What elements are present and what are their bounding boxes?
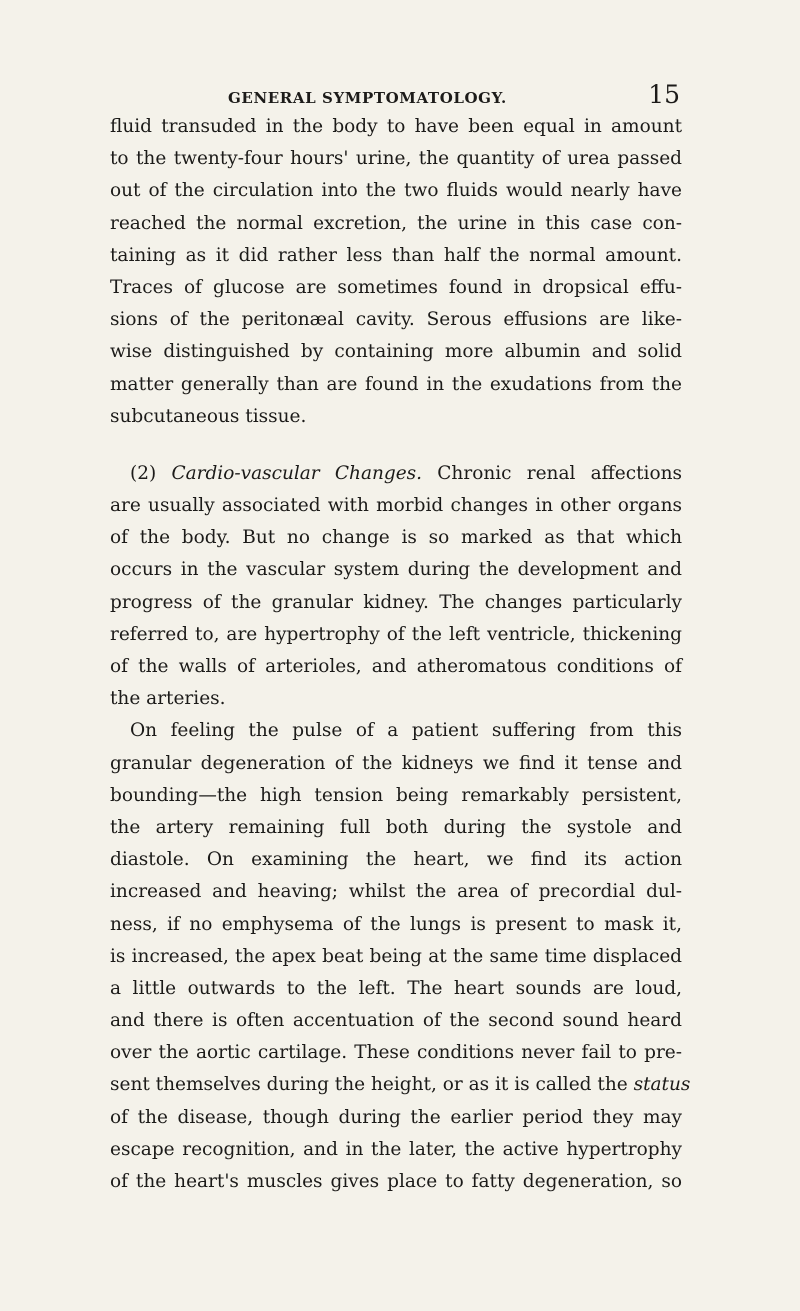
text-line: taining as it did rather less than half the normal amount.: [110, 244, 682, 266]
text-line: the artery remaining full both during the systole and: [110, 816, 682, 838]
text-line: escape recognition, and in the later, the active hypertrophy: [110, 1138, 682, 1160]
text-segment: sent themselves during the height, or as it is called the: [110, 1074, 628, 1096]
text-line: of the body. But no change is so marked as that which: [110, 527, 682, 549]
text-line-with-italic: [110, 1069, 691, 1101]
text-line: of the heart's muscles gives place to fatty degeneration, so: [110, 1171, 682, 1192]
text-line: out of the circulation into the two fluids would nearly have: [110, 180, 682, 202]
text-line: increased and heaving; whilst the area of precordial dul-: [110, 881, 682, 903]
page-number: 15: [648, 80, 680, 109]
text-line: bounding—the high tension being remarkably persistent,: [110, 784, 682, 806]
running-title: GENERAL SYMPTOMATOLOGY.: [228, 89, 507, 107]
paragraph-gap: [110, 433, 682, 458]
italic-word-status: status: [633, 1074, 691, 1096]
text-line: occurs in the vascular system during the development and: [110, 559, 682, 581]
text-line: to the twenty-four hours' urine, the quantity of urea passed: [110, 148, 682, 170]
body-text: [110, 111, 691, 1198]
section-heading: Cardio-vascular Changes.: [171, 462, 423, 484]
text-line: of the walls of arterioles, and atheromatous conditions of: [110, 656, 682, 677]
section-heading-line: [110, 458, 682, 490]
text-line: the arteries.: [110, 688, 226, 710]
running-head: [110, 80, 680, 114]
text-line: are usually associated with morbid changes in other organs: [110, 495, 682, 517]
text-line: reached the normal excretion, the urine in this case con-: [110, 212, 682, 234]
text-line: over the aortic cartilage. These conditions never fail to pre-: [110, 1042, 682, 1064]
text-line: granular degeneration of the kidneys we find it tense and: [110, 752, 682, 774]
text-line: sions of the peritonæal cavity. Serous effusions are like-: [110, 309, 682, 331]
text-line: wise distinguished by containing more albumin and solid: [110, 341, 682, 363]
text-line: subcutaneous tissue.: [110, 405, 307, 427]
text-line: a little outwards to the left. The heart sounds are loud,: [110, 977, 682, 999]
section-heading-continuation: Chronic renal affections: [437, 462, 682, 484]
text-line: is increased, the apex beat being at the same time displaced: [110, 945, 682, 967]
paragraph-dropsical-fluids: [110, 111, 682, 433]
section-number: (2): [130, 462, 157, 484]
text-line: of the disease, though during the earlier period they may: [110, 1106, 682, 1128]
text-line: matter generally than are found in the exudations from the: [110, 373, 682, 395]
text-line: and there is often accentuation of the second sound heard: [110, 1010, 682, 1032]
text-line: On feeling the pulse of a patient suffering from this: [130, 720, 682, 742]
text-line: diastole. On examining the heart, we find its action: [110, 849, 682, 871]
text-line: referred to, are hypertrophy of the left ventricle, thickening: [110, 623, 682, 645]
text-line: progress of the granular kidney. The changes particularly: [110, 591, 682, 613]
text-line: ness, if no emphysema of the lungs is present to mask it,: [110, 913, 682, 935]
text-line: Traces of glucose are sometimes found in dropsical effu-: [110, 276, 682, 298]
paragraph-pulse-and-heart: [110, 715, 691, 1198]
text-line: fluid transuded in the body to have been equal in amount: [110, 116, 682, 137]
paragraph-cardio-vascular-changes: [110, 458, 682, 716]
